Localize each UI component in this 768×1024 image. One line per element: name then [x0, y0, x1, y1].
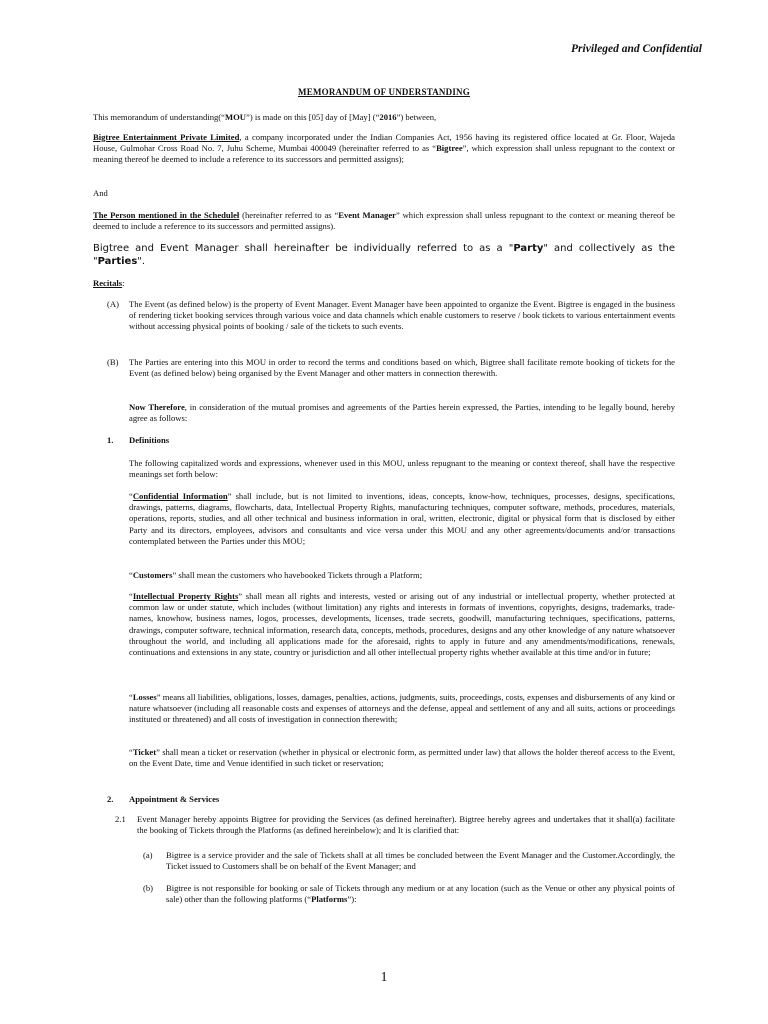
intro-post: ”) between, [396, 112, 437, 122]
party-definition-paragraph [93, 242, 675, 268]
intro-mid: ”) is made on this [05] day of [May] (“ [246, 112, 380, 122]
section-1-title: Definitions [129, 435, 170, 445]
losses-term: Losses [132, 692, 157, 702]
definition-customers: “Customers” shall mean the customers who havebooked Tickets through a Platform; [129, 570, 423, 580]
bigtree-paragraph [93, 132, 675, 166]
intro-pre: This memorandum of understanding(“ [93, 112, 225, 122]
confidential-header: Privileged and Confidential [571, 43, 702, 55]
page-number: 1 [380, 970, 388, 985]
recital-a-text: The Event (as defined below) is the property of Event Manager. Event Manager have been appointed to organize the Event. Bigtree is engaged in the business of rendering ticket booking services through various voice and data channels which enable customers to reserve / book tickets to various entertainment events without accessing physical points of booking / sale of the tickets to such events. [129, 299, 675, 332]
recitals-colon: : [122, 278, 125, 288]
clause-2-1-b-text [166, 883, 675, 905]
customers-text: ” shall mean the customers who havebooked Tickets through a Platform; [172, 570, 423, 580]
clause-2-1-a-number: (a) [143, 850, 153, 860]
platforms-term: Platforms [311, 894, 348, 905]
ticket-text: ” shall mean a ticket or reservation (whether in physical or electronic form, as permitted under law) that allows the holder thereof access to the Event, on the Event Date, time and Venue identified in such ticket or reservation; [129, 747, 675, 769]
confidential-information-text: ” shall include, but is not limited to inventions, ideas, concepts, know-how, techniques, processes, designs, specifications, drawings, patterns, diagrams, flowcharts, data, Intellectual Property Rights, manufacturing techniques, computer software, methods, procedures, materials, operations, reports, studies, and all other technical and business information in oral, written, electronic, digital or physical form that is disclosed by either Party and its directors, employees, advisors and consultants and vice versa under this MOU and any other agreements/documents and/or transactions contemplated between the Parties under this MOU; [129, 491, 675, 546]
section-1-number: 1. [107, 435, 114, 445]
bigtree-name: Bigtree Entertainment Private Limited [93, 132, 240, 142]
section-2-title: Appointment & Services [129, 794, 220, 804]
clause-2-1-number: 2.1 [115, 814, 126, 824]
ipr-text: ” shall mean all rights and interests, vested or arising out of any industrial or intellectual property, whether protected at common law or under statute, which includes (without limitation) any rights and interests in formats of inventions, copyrights, designs, trademarks, trade-names, knowhow, business names, logos, processes, developments, licenses, trade secrets, goodwill, manufacturing techniques, specifications, patterns, drawings, computer software, technical information, research data, concepts, methods, procedures, designs and any other knowledge of any nature whatsoever throughout the world, and including all applications made for the aforesaid, rights to apply in future and any amendments/modifications, renewals, continuations and extensions in any state, country or jurisdiction and all other intellectual property rights whether available at this time and/or in future; [129, 591, 675, 658]
clause-2-1-text: Event Manager hereby appoints Bigtree for providing the Services (as defined hereinafter). Bigtree hereby agrees and undertakes that it shall(a) facilitate the booking of Tickets through the Platforms (as defined hereinbelow); and It is clarified that: [137, 814, 675, 836]
event-manager-term: Event Manager [338, 210, 396, 220]
person-paragraph [93, 210, 675, 232]
customers-term: Customers [132, 570, 173, 580]
confidential-information-term: Confidential Information [132, 491, 228, 501]
year-term: 2016 [379, 112, 397, 122]
now-therefore-paragraph [129, 402, 675, 424]
ticket-term: Ticket [132, 747, 157, 757]
now-therefore-text: , in consideration of the mutual promises and agreements of the Parties herein expressed, the Parties, intending to be legally bound, hereby agree as follows: [129, 402, 675, 424]
mou-term: MOU [224, 112, 246, 122]
party-mid: " and collectively as the " [93, 243, 675, 267]
clause-2-1-b-pre: Bigtree is not responsible for booking or sale of Tickets through any medium or at any location (such as the Venue or other any physical points of sale) other than the following platforms (“ [166, 883, 675, 905]
person-text-1: (hereinafter referred to as “ [239, 210, 339, 220]
intro-paragraph [93, 112, 675, 123]
recitals-label: Recitals [93, 278, 123, 288]
now-therefore-term: Now Therefore [129, 402, 185, 412]
section-2-number: 2. [107, 794, 114, 804]
definition-losses: “Losses” means all liabilities, obligations, losses, damages, penalties, actions, judgments, suits, proceedings, costs, expenses and disbursements of any kind or nature whatsoever (including all reasonable costs and expenses of attorneys and the defense, appeal and settlement of any and all suits, actions or proceedings instituted or threatened) and all costs of investigation in connection therewith; [129, 692, 675, 725]
clause-2-1-b-post: ”): [347, 894, 357, 905]
clause-2-1-a-text: Bigtree is a service provider and the sale of Tickets shall at all times be concluded between the Event Manager and the Customer.Accordingly, the Ticket issued to Customers shall be on behalf of the Event Manager; and [166, 850, 675, 872]
party-pre: Bigtree and Event Manager shall hereinafter be individually referred to as a " [93, 243, 514, 254]
document-title: MEMORANDUM OF UNDERSTANDING [298, 87, 470, 97]
person-text-2: ” which expression shall unless repugnant to the context or meaning thereof be deemed to include a reference to its successors and permitted assigns). [93, 210, 675, 232]
parties-term: Parties [97, 256, 138, 267]
definition-confidential-information: “Confidential Information” shall include, but is not limited to inventions, ideas, concepts, know-how, techniques, processes, designs, specifications, drawings, patterns, diagrams, flowcharts, data, Intellectual Property Rights, manufacturing techniques, computer software, methods, procedures, materials, operations, reports, studies, and all other technical and business information in oral, written, electronic, digital or physical form that is disclosed by either Party and its directors, employees, advisors and consultants and vice versa under this MOU and any other agreements/documents and/or transactions contemplated between the Parties under this MOU; [129, 491, 675, 546]
definitions-intro: The following capitalized words and expressions, whenever used in this MOU, unless repugnant to the meaning or context thereof, shall have the respective meanings set forth below: [129, 458, 675, 480]
bigtree-text-2: ”, which expression shall unless repugnant to the context or meaning thereof be deemed to include a reference to its successors and permitted assigns); [93, 143, 675, 165]
ipr-term: Intellectual Property Rights [132, 591, 239, 601]
clause-2-1-b-number: (b) [143, 883, 154, 893]
party-post: ". [137, 256, 146, 267]
person-name: The Person mentioned in the Scheduleł [93, 210, 240, 220]
party-term: Party [513, 243, 544, 254]
definition-ticket: “Ticket” shall mean a ticket or reservation (whether in physical or electronic form, as permitted under law) that allows the holder thereof access to the Event, on the Event Date, time and Venue identified in such ticket or reservation; [129, 747, 675, 769]
recital-b-text: The Parties are entering into this MOU in order to record the terms and conditions based on which, Bigtree shall facilitate remote booking of tickets for the Event (as defined below) being organised by the Event Manager and other matters in connection therewith. [129, 357, 675, 379]
recitals-heading [93, 278, 293, 289]
bigtree-text-1: , a company incorporated under the Indian Companies Act, 1956 having its registered office located at Gr. Floor, Wajeda House, Gulmohar Cross Road No. 7, Juhu Scheme, Mumbai 400049 (hereinafter referred to as “ [93, 132, 675, 154]
definition-intellectual-property-rights: “Intellectual Property Rights” shall mean all rights and interests, vested or arising out of any industrial or intellectual property, whether protected at common law or under statute, which includes (without limitation) any rights and interests in formats of inventions, copyrights, designs, trademarks, trade-names, knowhow, business names, logos, processes, developments, licenses, trade secrets, goodwill, manufacturing techniques, specifications, patterns, drawings, computer software, technical information, research data, concepts, methods, procedures, designs and any other knowledge of any nature whatsoever throughout the world, and including all applications made for the aforesaid, rights to apply in future and any amendments/modifications, renewals, continuations and extensions in any state, country or jurisdiction and all other intellectual property rights whether available at this time and/or in future; [129, 591, 675, 658]
recital-a-number: (A) [107, 299, 119, 309]
recital-b-number: (B) [107, 357, 119, 367]
and-line: And [93, 188, 108, 198]
losses-text: ” means all liabilities, obligations, losses, damages, penalties, actions, judgments, suits, proceedings, costs, expenses and disbursements of any kind or nature whatsoever (including all reasonable costs and expenses of attorneys and the defense, appeal and settlement of any and all suits, actions or proceedings instituted or threatened) and all costs of investigation in connection therewith; [129, 692, 675, 725]
bigtree-short-term: Bigtree [436, 143, 463, 154]
